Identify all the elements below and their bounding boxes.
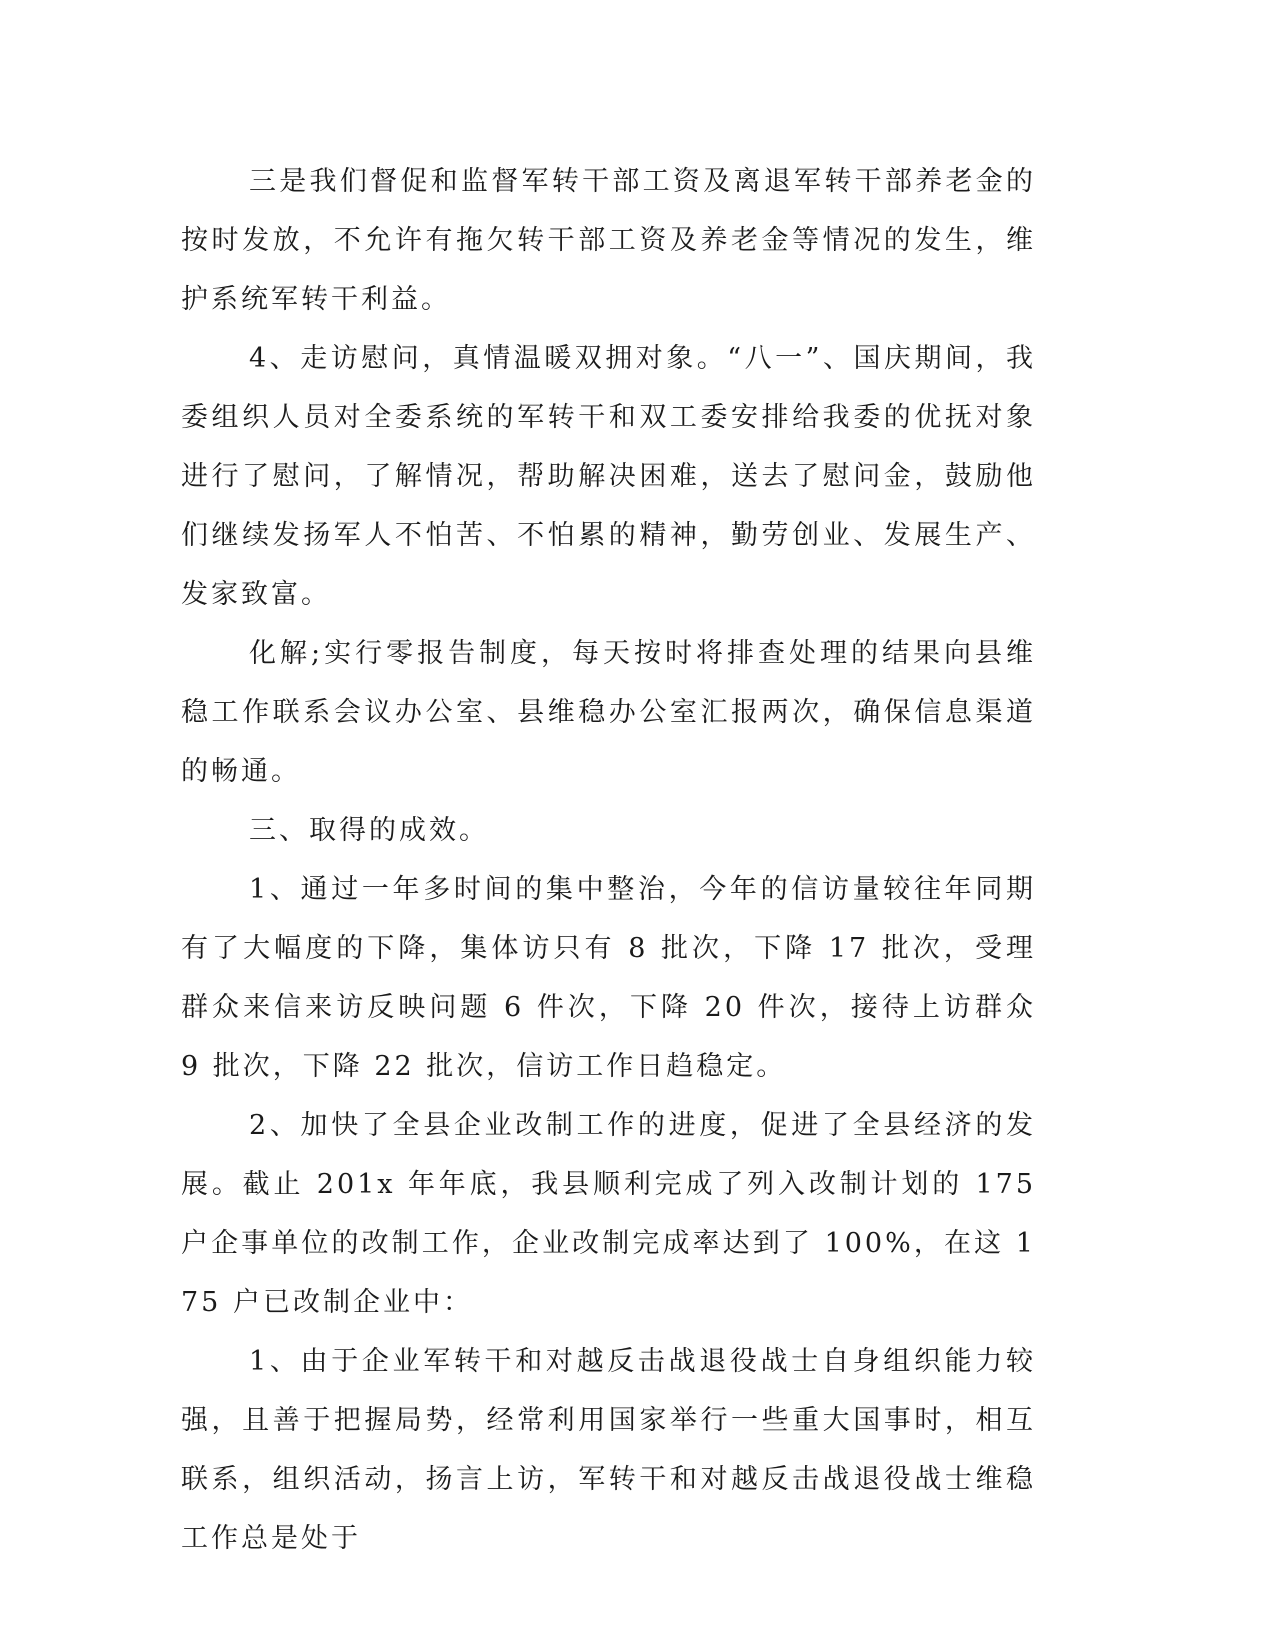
- section-heading-results: 三、取得的成效。: [249, 815, 489, 846]
- paragraph-zero-report: 化解;实行零报告制度，每天按时将排查处理的结果向县维稳工作联系会议办公室、县维稳办公室汇报两次，确保信息渠道的畅通。: [181, 638, 1036, 787]
- paragraph-veterans-stability: 1、由于企业军转干和对越反击战退役战士自身组织能力较强，且善于把握局势，经常利用国家举行一些重大国事时，相互联系，组织活动，扬言上访，军转干和对越反击战退役战士维稳工作总是处于: [181, 1346, 1036, 1554]
- paragraph-salary-supervision: 三是我们督促和监督军转干部工资及离退军转干部养老金的按时发放，不允许有拖欠转干部工资及养老金等情况的发生，维护系统军转干利益。: [181, 166, 1036, 315]
- paragraph-visit-condolence: 4、走访慰问，真情温暖双拥对象。“八一”、国庆期间，我委组织人员对全委系统的军转干和双工委安排给我委的优抚对象进行了慰问，了解情况，帮助解决困难，送去了慰问金，鼓励他们继续发扬军人不怕苦、不怕累的精神，勤劳创业、发展生产、发家致富。: [181, 343, 1036, 610]
- paragraph-enterprise-reform: 2、加快了全县企业改制工作的进度，促进了全县经济的发展。截止 201x 年年底，我县顺利完成了列入改制计划的 175 户企事单位的改制工作，企业改制完成率达到了 100%，在这 175 户已改制企业中：: [181, 1110, 1036, 1318]
- document-body: [181, 152, 1036, 1568]
- paragraph-petition-decline: 1、通过一年多时间的集中整治，今年的信访量较往年同期有了大幅度的下降，集体访只有 8 批次，下降 17 批次，受理群众来信来访反映问题 6 件次，下降 20 件次，接待上访群众 9 批次，下降 22 批次，信访工作日趋稳定。: [181, 874, 1036, 1082]
